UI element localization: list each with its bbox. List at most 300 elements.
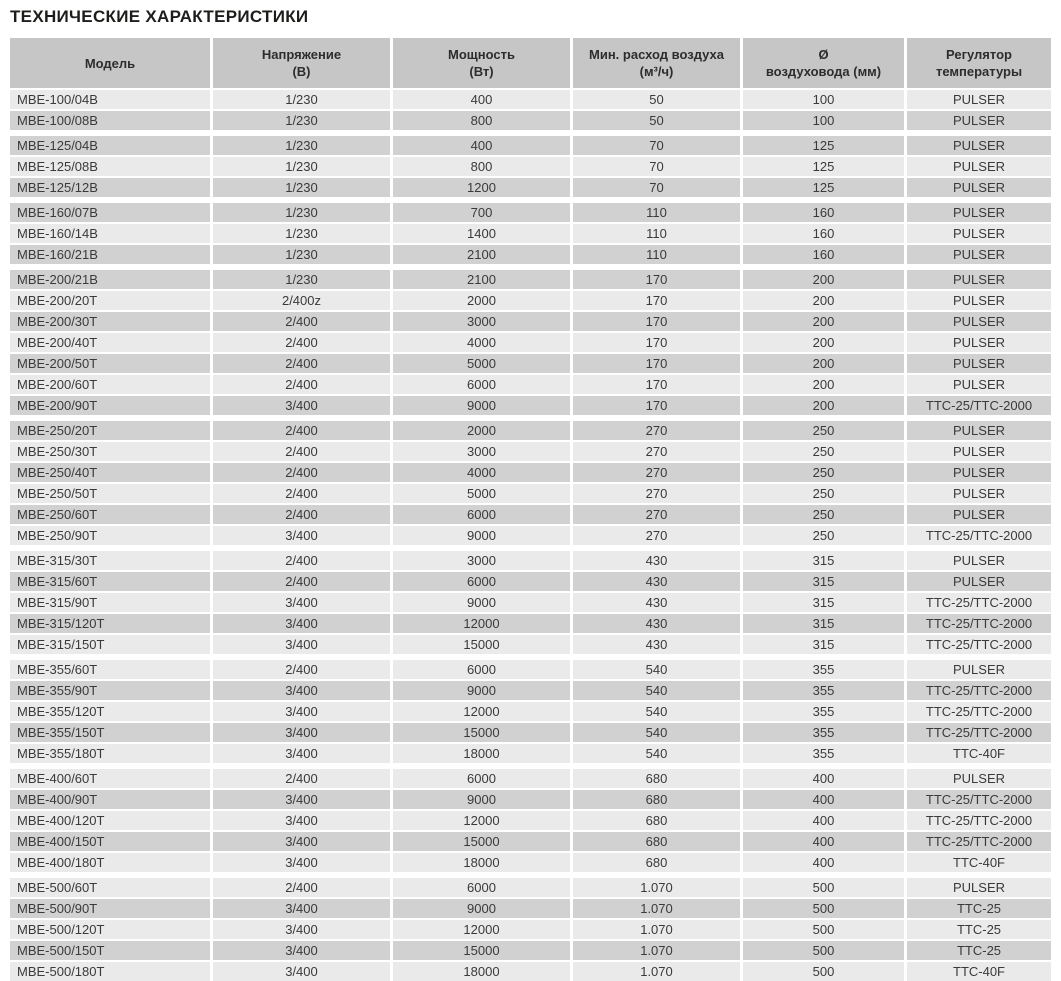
table-row — [10, 90, 1051, 109]
cell-model: MBE-400/180T — [10, 853, 210, 872]
table-row — [10, 463, 1051, 482]
cell-model: MBE-250/20T — [10, 421, 210, 440]
cell-power: 700 — [393, 203, 570, 222]
cell-diameter: 400 — [743, 790, 904, 809]
cell-airflow: 430 — [573, 572, 740, 591]
cell-regulator: PULSER — [907, 463, 1051, 482]
cell-model: MBE-315/90T — [10, 593, 210, 612]
cell-model: MBE-355/60T — [10, 660, 210, 679]
cell-airflow: 170 — [573, 375, 740, 394]
cell-airflow: 1.070 — [573, 878, 740, 897]
cell-regulator: PULSER — [907, 312, 1051, 331]
cell-diameter: 100 — [743, 111, 904, 130]
column-header-label: Напряжение — [261, 47, 342, 62]
cell-model: MBE-355/90T — [10, 681, 210, 700]
cell-model: MBE-200/60T — [10, 375, 210, 394]
model-group — [10, 421, 1051, 545]
cell-regulator: PULSER — [907, 270, 1051, 289]
cell-power: 2100 — [393, 270, 570, 289]
cell-power: 3000 — [393, 312, 570, 331]
table-row — [10, 354, 1051, 373]
column-header-unit: (м³/ч) — [639, 64, 674, 79]
table-row — [10, 484, 1051, 503]
cell-airflow: 680 — [573, 790, 740, 809]
column-header-unit: температуры — [935, 64, 1023, 79]
table-row — [10, 111, 1051, 130]
cell-airflow: 540 — [573, 723, 740, 742]
table-row — [10, 790, 1051, 809]
cell-model: MBE-500/180T — [10, 962, 210, 981]
cell-regulator: PULSER — [907, 111, 1051, 130]
cell-voltage: 1/230 — [213, 245, 390, 264]
page-title: ТЕХНИЧЕСКИЕ ХАРАКТЕРИСТИКИ — [10, 7, 309, 26]
table-row — [10, 723, 1051, 742]
cell-diameter: 400 — [743, 832, 904, 851]
cell-voltage: 1/230 — [213, 90, 390, 109]
cell-diameter: 160 — [743, 245, 904, 264]
cell-model: MBE-500/150T — [10, 941, 210, 960]
cell-airflow: 1.070 — [573, 899, 740, 918]
cell-model: MBE-355/150T — [10, 723, 210, 742]
model-group — [10, 203, 1051, 264]
cell-power: 6000 — [393, 375, 570, 394]
cell-diameter: 500 — [743, 899, 904, 918]
cell-airflow: 270 — [573, 484, 740, 503]
cell-regulator: PULSER — [907, 203, 1051, 222]
column-header-label: Ø — [818, 47, 829, 62]
cell-power: 9000 — [393, 790, 570, 809]
cell-diameter: 200 — [743, 396, 904, 415]
table-row — [10, 744, 1051, 763]
cell-voltage: 1/230 — [213, 203, 390, 222]
table-row — [10, 203, 1051, 222]
table-row — [10, 635, 1051, 654]
model-group — [10, 90, 1051, 130]
table-row — [10, 769, 1051, 788]
cell-diameter: 315 — [743, 635, 904, 654]
cell-airflow: 110 — [573, 203, 740, 222]
cell-regulator: TTC-25/TTC-2000 — [907, 396, 1051, 415]
cell-model: MBE-200/90T — [10, 396, 210, 415]
model-group — [10, 769, 1051, 872]
cell-voltage: 1/230 — [213, 224, 390, 243]
cell-airflow: 270 — [573, 442, 740, 461]
table-row — [10, 270, 1051, 289]
model-group — [10, 878, 1051, 981]
cell-diameter: 355 — [743, 681, 904, 700]
cell-diameter: 315 — [743, 551, 904, 570]
cell-regulator: TTC-25 — [907, 920, 1051, 939]
cell-regulator: PULSER — [907, 157, 1051, 176]
cell-model: MBE-355/180T — [10, 744, 210, 763]
cell-model: MBE-500/60T — [10, 878, 210, 897]
cell-power: 12000 — [393, 811, 570, 830]
cell-diameter: 250 — [743, 526, 904, 545]
cell-regulator: PULSER — [907, 245, 1051, 264]
cell-power: 18000 — [393, 853, 570, 872]
table-row — [10, 811, 1051, 830]
cell-regulator: PULSER — [907, 878, 1051, 897]
cell-airflow: 680 — [573, 853, 740, 872]
cell-diameter: 125 — [743, 178, 904, 197]
cell-power: 12000 — [393, 920, 570, 939]
cell-diameter: 400 — [743, 853, 904, 872]
cell-diameter: 125 — [743, 157, 904, 176]
cell-airflow: 50 — [573, 111, 740, 130]
cell-power: 9000 — [393, 396, 570, 415]
cell-diameter: 250 — [743, 484, 904, 503]
column-header-unit: (Вт) — [469, 64, 494, 79]
cell-model: MBE-160/21B — [10, 245, 210, 264]
cell-voltage: 2/400z — [213, 291, 390, 310]
cell-power: 3000 — [393, 551, 570, 570]
cell-regulator: TTC-25/TTC-2000 — [907, 811, 1051, 830]
cell-power: 800 — [393, 157, 570, 176]
table-row — [10, 832, 1051, 851]
cell-regulator: PULSER — [907, 354, 1051, 373]
cell-voltage: 2/400 — [213, 484, 390, 503]
column-header-label: Регулятор — [946, 47, 1012, 62]
cell-power: 6000 — [393, 660, 570, 679]
cell-voltage: 2/400 — [213, 878, 390, 897]
cell-regulator: TTC-40F — [907, 853, 1051, 872]
cell-model: MBE-200/40T — [10, 333, 210, 352]
cell-voltage: 3/400 — [213, 920, 390, 939]
cell-model: MBE-160/14B — [10, 224, 210, 243]
cell-regulator: PULSER — [907, 505, 1051, 524]
cell-power: 6000 — [393, 572, 570, 591]
cell-voltage: 2/400 — [213, 333, 390, 352]
cell-diameter: 160 — [743, 224, 904, 243]
cell-diameter: 200 — [743, 333, 904, 352]
cell-voltage: 2/400 — [213, 551, 390, 570]
cell-voltage: 3/400 — [213, 635, 390, 654]
cell-diameter: 200 — [743, 354, 904, 373]
table-row — [10, 941, 1051, 960]
table-row — [10, 224, 1051, 243]
cell-diameter: 250 — [743, 442, 904, 461]
cell-airflow: 170 — [573, 396, 740, 415]
cell-model: MBE-125/08B — [10, 157, 210, 176]
cell-voltage: 3/400 — [213, 396, 390, 415]
model-group — [10, 270, 1051, 415]
cell-voltage: 3/400 — [213, 941, 390, 960]
cell-voltage: 1/230 — [213, 111, 390, 130]
table-row — [10, 178, 1051, 197]
cell-regulator: PULSER — [907, 442, 1051, 461]
cell-power: 12000 — [393, 702, 570, 721]
cell-voltage: 1/230 — [213, 157, 390, 176]
model-group — [10, 660, 1051, 763]
cell-airflow: 170 — [573, 354, 740, 373]
column-header-label: Мин. расход воздуха — [589, 47, 724, 62]
cell-regulator: TTC-25/TTC-2000 — [907, 702, 1051, 721]
cell-model: MBE-200/50T — [10, 354, 210, 373]
cell-diameter: 355 — [743, 702, 904, 721]
cell-airflow: 430 — [573, 635, 740, 654]
model-group — [10, 136, 1051, 197]
cell-power: 5000 — [393, 484, 570, 503]
cell-airflow: 680 — [573, 832, 740, 851]
cell-voltage: 3/400 — [213, 614, 390, 633]
table-row — [10, 681, 1051, 700]
cell-model: MBE-250/30T — [10, 442, 210, 461]
cell-power: 5000 — [393, 354, 570, 373]
cell-regulator: TTC-25/TTC-2000 — [907, 593, 1051, 612]
cell-diameter: 500 — [743, 962, 904, 981]
cell-regulator: TTC-40F — [907, 962, 1051, 981]
cell-power: 800 — [393, 111, 570, 130]
cell-airflow: 680 — [573, 811, 740, 830]
cell-model: MBE-250/50T — [10, 484, 210, 503]
cell-voltage: 3/400 — [213, 811, 390, 830]
cell-regulator: PULSER — [907, 572, 1051, 591]
cell-model: MBE-315/30T — [10, 551, 210, 570]
cell-diameter: 250 — [743, 505, 904, 524]
cell-power: 6000 — [393, 878, 570, 897]
cell-power: 15000 — [393, 723, 570, 742]
cell-voltage: 2/400 — [213, 442, 390, 461]
cell-model: MBE-400/90T — [10, 790, 210, 809]
cell-regulator: TTC-25/TTC-2000 — [907, 614, 1051, 633]
column-header-unit: (В) — [292, 64, 311, 79]
cell-diameter: 200 — [743, 312, 904, 331]
cell-power: 9000 — [393, 526, 570, 545]
cell-regulator: PULSER — [907, 551, 1051, 570]
cell-voltage: 1/230 — [213, 178, 390, 197]
cell-airflow: 680 — [573, 769, 740, 788]
cell-diameter: 200 — [743, 270, 904, 289]
cell-power: 400 — [393, 136, 570, 155]
cell-model: MBE-125/04B — [10, 136, 210, 155]
cell-airflow: 170 — [573, 333, 740, 352]
column-header-model — [10, 38, 210, 88]
cell-airflow: 430 — [573, 551, 740, 570]
table-row — [10, 614, 1051, 633]
cell-power: 18000 — [393, 962, 570, 981]
cell-diameter: 200 — [743, 375, 904, 394]
table-row — [10, 421, 1051, 440]
cell-airflow: 540 — [573, 744, 740, 763]
cell-regulator: PULSER — [907, 224, 1051, 243]
cell-voltage: 3/400 — [213, 681, 390, 700]
cell-voltage: 3/400 — [213, 744, 390, 763]
cell-regulator: TTC-25 — [907, 941, 1051, 960]
cell-model: MBE-125/12B — [10, 178, 210, 197]
cell-diameter: 500 — [743, 878, 904, 897]
cell-power: 9000 — [393, 593, 570, 612]
table-row — [10, 853, 1051, 872]
table-row — [10, 878, 1051, 897]
cell-airflow: 430 — [573, 593, 740, 612]
cell-voltage: 3/400 — [213, 593, 390, 612]
cell-power: 6000 — [393, 769, 570, 788]
cell-diameter: 315 — [743, 593, 904, 612]
table-row — [10, 333, 1051, 352]
table-row — [10, 660, 1051, 679]
cell-power: 12000 — [393, 614, 570, 633]
cell-regulator: TTC-40F — [907, 744, 1051, 763]
cell-diameter: 315 — [743, 572, 904, 591]
column-header-voltage — [213, 38, 390, 88]
cell-diameter: 200 — [743, 291, 904, 310]
cell-power: 4000 — [393, 333, 570, 352]
cell-diameter: 500 — [743, 920, 904, 939]
cell-voltage: 3/400 — [213, 962, 390, 981]
cell-airflow: 50 — [573, 90, 740, 109]
cell-airflow: 540 — [573, 660, 740, 679]
cell-airflow: 70 — [573, 178, 740, 197]
cell-model: MBE-400/120T — [10, 811, 210, 830]
cell-model: MBE-355/120T — [10, 702, 210, 721]
cell-airflow: 270 — [573, 463, 740, 482]
cell-voltage: 2/400 — [213, 769, 390, 788]
cell-model: MBE-250/60T — [10, 505, 210, 524]
cell-regulator: TTC-25/TTC-2000 — [907, 635, 1051, 654]
cell-airflow: 1.070 — [573, 962, 740, 981]
model-group — [10, 551, 1051, 654]
table-header — [10, 38, 1051, 88]
cell-power: 15000 — [393, 832, 570, 851]
cell-voltage: 2/400 — [213, 572, 390, 591]
cell-voltage: 2/400 — [213, 354, 390, 373]
cell-model: MBE-250/90T — [10, 526, 210, 545]
column-header-airflow — [573, 38, 740, 88]
table-row — [10, 312, 1051, 331]
table-row — [10, 593, 1051, 612]
cell-airflow: 70 — [573, 136, 740, 155]
cell-power: 9000 — [393, 681, 570, 700]
cell-diameter: 400 — [743, 811, 904, 830]
cell-regulator: PULSER — [907, 484, 1051, 503]
cell-voltage: 1/230 — [213, 136, 390, 155]
table-row — [10, 375, 1051, 394]
cell-airflow: 110 — [573, 245, 740, 264]
cell-power: 2000 — [393, 421, 570, 440]
cell-regulator: PULSER — [907, 333, 1051, 352]
column-header-label: Мощность — [448, 47, 515, 62]
cell-model: MBE-315/120T — [10, 614, 210, 633]
cell-voltage: 2/400 — [213, 375, 390, 394]
cell-airflow: 170 — [573, 291, 740, 310]
column-header-regulator — [907, 38, 1051, 88]
cell-power: 6000 — [393, 505, 570, 524]
table-body — [10, 90, 1051, 981]
cell-model: MBE-100/08B — [10, 111, 210, 130]
cell-airflow: 110 — [573, 224, 740, 243]
cell-power: 3000 — [393, 442, 570, 461]
cell-diameter: 400 — [743, 769, 904, 788]
cell-airflow: 540 — [573, 702, 740, 721]
cell-airflow: 170 — [573, 270, 740, 289]
table-row — [10, 962, 1051, 981]
cell-voltage: 2/400 — [213, 421, 390, 440]
cell-regulator: TTC-25/TTC-2000 — [907, 832, 1051, 851]
cell-model: MBE-315/60T — [10, 572, 210, 591]
cell-model: MBE-250/40T — [10, 463, 210, 482]
cell-model: MBE-315/150T — [10, 635, 210, 654]
cell-power: 2100 — [393, 245, 570, 264]
cell-airflow: 1.070 — [573, 941, 740, 960]
cell-regulator: TTC-25 — [907, 899, 1051, 918]
cell-voltage: 2/400 — [213, 505, 390, 524]
cell-regulator: TTC-25/TTC-2000 — [907, 681, 1051, 700]
cell-regulator: PULSER — [907, 90, 1051, 109]
cell-airflow: 540 — [573, 681, 740, 700]
cell-voltage: 3/400 — [213, 832, 390, 851]
table-row — [10, 572, 1051, 591]
cell-model: MBE-200/30T — [10, 312, 210, 331]
cell-model: MBE-160/07B — [10, 203, 210, 222]
table-row — [10, 291, 1051, 310]
table-row — [10, 442, 1051, 461]
cell-model: MBE-200/20T — [10, 291, 210, 310]
table-row — [10, 396, 1051, 415]
cell-airflow: 270 — [573, 421, 740, 440]
cell-power: 18000 — [393, 744, 570, 763]
cell-regulator: TTC-25/TTC-2000 — [907, 790, 1051, 809]
cell-diameter: 355 — [743, 744, 904, 763]
cell-airflow: 430 — [573, 614, 740, 633]
cell-diameter: 160 — [743, 203, 904, 222]
cell-voltage: 3/400 — [213, 526, 390, 545]
cell-model: MBE-100/04B — [10, 90, 210, 109]
cell-model: MBE-500/90T — [10, 899, 210, 918]
cell-regulator: PULSER — [907, 769, 1051, 788]
cell-voltage: 3/400 — [213, 853, 390, 872]
cell-regulator: PULSER — [907, 178, 1051, 197]
cell-diameter: 315 — [743, 614, 904, 633]
column-header-diameter — [743, 38, 904, 88]
cell-diameter: 250 — [743, 463, 904, 482]
cell-regulator: PULSER — [907, 136, 1051, 155]
cell-power: 15000 — [393, 941, 570, 960]
cell-power: 15000 — [393, 635, 570, 654]
cell-voltage: 1/230 — [213, 270, 390, 289]
cell-power: 4000 — [393, 463, 570, 482]
table-row — [10, 157, 1051, 176]
cell-diameter: 500 — [743, 941, 904, 960]
cell-model: MBE-500/120T — [10, 920, 210, 939]
spec-table — [10, 38, 1051, 981]
cell-regulator: PULSER — [907, 291, 1051, 310]
table-row — [10, 899, 1051, 918]
table-row — [10, 245, 1051, 264]
cell-diameter: 100 — [743, 90, 904, 109]
table-row — [10, 136, 1051, 155]
cell-regulator: PULSER — [907, 375, 1051, 394]
table-row — [10, 702, 1051, 721]
cell-airflow: 270 — [573, 505, 740, 524]
table-row — [10, 526, 1051, 545]
cell-voltage: 2/400 — [213, 463, 390, 482]
cell-model: MBE-200/21B — [10, 270, 210, 289]
cell-diameter: 250 — [743, 421, 904, 440]
cell-airflow: 170 — [573, 312, 740, 331]
cell-voltage: 2/400 — [213, 660, 390, 679]
cell-power: 9000 — [393, 899, 570, 918]
cell-power: 1200 — [393, 178, 570, 197]
cell-model: MBE-400/150T — [10, 832, 210, 851]
cell-voltage: 2/400 — [213, 312, 390, 331]
cell-airflow: 270 — [573, 526, 740, 545]
cell-power: 2000 — [393, 291, 570, 310]
cell-regulator: TTC-25/TTC-2000 — [907, 723, 1051, 742]
cell-diameter: 125 — [743, 136, 904, 155]
cell-voltage: 3/400 — [213, 723, 390, 742]
cell-regulator: TTC-25/TTC-2000 — [907, 526, 1051, 545]
cell-voltage: 3/400 — [213, 790, 390, 809]
